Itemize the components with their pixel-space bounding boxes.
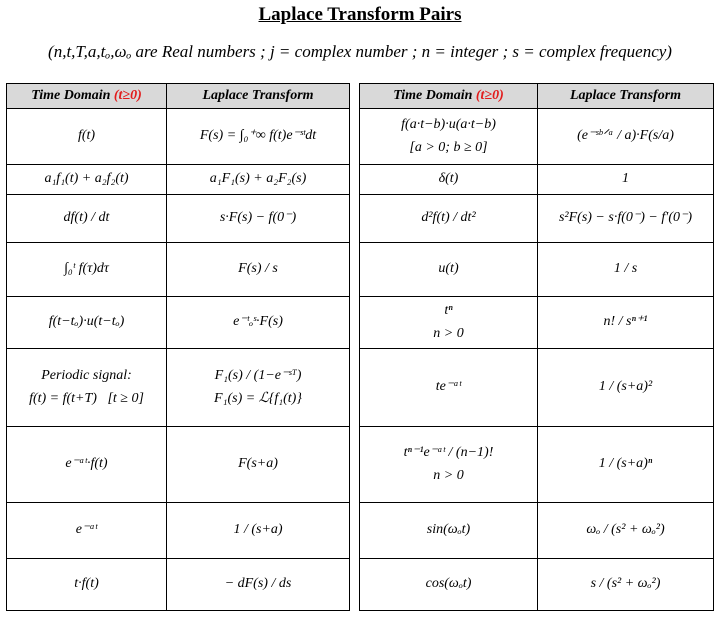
cell-text: f(t−tₒ)·u(t−tₒ) [48,314,125,330]
cell-text: e⁻ᵗₒˢ·F(s) [233,314,283,330]
right-time-cell [360,427,538,503]
column-gap [350,195,360,243]
right-time-cell [360,195,538,243]
cell-text: d²f(t) / dt² [421,210,476,226]
cell-text: tⁿ⁻¹e⁻ᵃᵗ / (n−1)! n > 0 [403,445,494,483]
header-time-domain-right [360,84,538,109]
header-label: Time Domain [31,88,111,103]
cell-text: t·f(t) [74,576,99,592]
table-row [7,427,714,503]
column-gap [350,559,360,611]
page-title: Laplace Transform Pairs [258,4,462,25]
table-row [7,109,714,165]
column-gap [350,109,360,165]
table-row [7,503,714,559]
left-laplace-cell [167,297,350,349]
right-laplace-cell [538,165,714,195]
cell-text: u(t) [438,261,459,277]
right-laplace-cell [538,195,714,243]
cell-text: cos(ωₒt) [425,576,472,592]
cell-text: f(a·t−b)·u(a·t−b) [a > 0; b ≥ 0] [401,117,496,155]
cell-text: 1 / (s+a) [233,522,283,538]
column-gap [350,243,360,297]
cell-text: 1 / s [613,261,638,277]
right-laplace-cell [538,297,714,349]
right-time-cell [360,165,538,195]
right-time-cell [360,559,538,611]
column-gap [350,349,360,427]
cell-text: − dF(s) / ds [224,576,292,592]
cell-text: F(s) = ∫₀⁺∞ f(t)e⁻ˢᵗdt [199,128,317,144]
left-time-cell [7,427,167,503]
table-row [7,243,714,297]
laplace-pairs-table [6,83,714,611]
left-time-cell [7,297,167,349]
cell-text: s²F(s) − s·f(0⁻) − f′(0⁻) [558,210,693,226]
cell-text: 1 / (s+a)² [598,379,653,395]
header-time-domain-left [7,84,167,109]
header-laplace-left: Laplace Transform [167,84,350,109]
cell-text: tⁿ n > 0 [433,303,464,341]
right-laplace-cell [538,427,714,503]
left-laplace-cell [167,195,350,243]
header-label: Time Domain [393,88,473,103]
cell-text: s·F(s) − f(0⁻) [219,210,297,226]
cell-text: F(s) / s [238,261,278,277]
left-time-cell [7,559,167,611]
left-time-cell [7,195,167,243]
cell-text: e⁻ᵃᵗ [75,522,98,538]
left-laplace-cell [167,165,350,195]
left-time-cell [7,503,167,559]
header-condition: (t≥0) [113,88,142,103]
page-subtitle: (n,t,T,a,tₒ,ωₒ are Real numbers ; j = complex number ; n = integer ; s = complex frequency) [48,42,672,61]
header-laplace-right: Laplace Transform [538,84,714,109]
right-time-cell [360,349,538,427]
right-laplace-cell [538,559,714,611]
cell-text: Periodic signal: f(t) = f(t+T) [t ≥ 0] [29,368,144,406]
cell-text: ∫₀ᵗ f(τ)dτ [64,261,109,277]
left-laplace-cell [167,427,350,503]
cell-text: 1 / (s+a)ⁿ [598,456,653,472]
column-gap [350,297,360,349]
left-laplace-cell [167,109,350,165]
left-laplace-cell [167,559,350,611]
right-laplace-cell [538,243,714,297]
right-time-cell [360,243,538,297]
left-time-cell [7,165,167,195]
right-time-cell [360,297,538,349]
cell-text: e⁻ᵃᵗ·f(t) [65,456,108,472]
left-time-cell [7,243,167,297]
cell-text: (e⁻ˢᵇᐟᵃ / a)·F(s/a) [577,128,674,144]
cell-text: F₁(s) / (1−e⁻ˢᵀ) F₁(s) = ℒ{f₁(t)} [214,368,302,406]
table-row [7,297,714,349]
table-row [7,349,714,427]
cell-text: sin(ωₒt) [426,522,471,538]
header-row [7,84,714,109]
left-time-cell [7,349,167,427]
right-time-cell [360,109,538,165]
right-laplace-cell [538,349,714,427]
cell-text: 1 [622,171,629,187]
table-row [7,559,714,611]
right-laplace-cell [538,109,714,165]
table-row [7,195,714,243]
cell-text: f(t) [77,128,96,144]
cell-text: df(t) / dt [63,210,110,226]
cell-text: ωₒ / (s² + ωₒ²) [586,522,665,538]
left-time-cell [7,109,167,165]
cell-text: δ(t) [438,171,459,187]
column-gap [350,503,360,559]
column-gap [350,165,360,195]
cell-text: te⁻ᵃᵗ [435,379,462,395]
cell-text: F(s+a) [238,456,278,472]
cell-text: a₁f₁(t) + a₂f₂(t) [44,171,129,187]
column-gap [350,84,360,109]
column-gap [350,427,360,503]
left-laplace-cell [167,243,350,297]
left-laplace-cell [167,503,350,559]
table-row [7,165,714,195]
right-laplace-cell [538,503,714,559]
right-time-cell [360,503,538,559]
cell-text: a₁F₁(s) + a₂F₂(s) [209,171,307,187]
cell-text: n! / sⁿ⁺¹ [603,314,648,330]
cell-text: s / (s² + ωₒ²) [590,576,661,592]
header-condition: (t≥0) [475,88,504,103]
left-laplace-cell [167,349,350,427]
